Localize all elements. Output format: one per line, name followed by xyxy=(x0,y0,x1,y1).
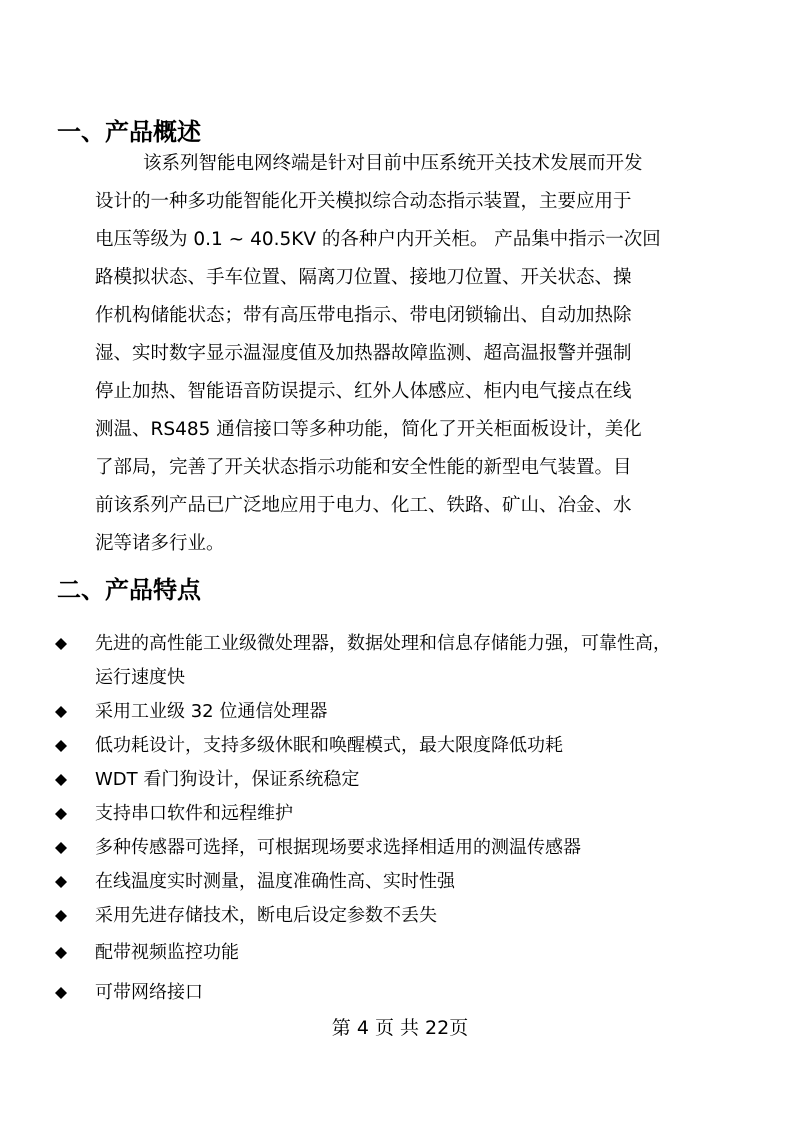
paragraph-line: 停止加热、智能语音防误提示、红外人体感应、柜内电气接点在线 xyxy=(95,381,632,402)
list-item-text: 低功耗设计，支持多级休眠和唤醒模式，最大限度降低功耗 xyxy=(95,735,563,756)
diamond-bullet-icon xyxy=(55,947,67,959)
list-item-text-continued: 运行速度快 xyxy=(95,667,185,688)
list-item-text: 先进的高性能工业级微处理器，数据处理和信息存储能力强，可靠性高， xyxy=(95,633,671,654)
list-item-text: 在线温度实时测量，温度准确性高、实时性强 xyxy=(95,871,455,892)
paragraph-line: 前该系列产品已广泛地应用于电力、化工、铁路、矿山、冶金、水 xyxy=(95,495,632,516)
list-item-text: 可带网络接口 xyxy=(95,982,203,1003)
diamond-bullet-icon xyxy=(55,910,67,922)
paragraph-line: 作机构储能状态；带有高压带电指示、带电闭锁输出、自动加热除 xyxy=(95,305,632,326)
diamond-bullet-icon xyxy=(55,774,67,786)
diamond-bullet-icon xyxy=(55,638,67,650)
page-number-footer: 第 4 页 共 22页 xyxy=(331,1017,469,1039)
diamond-bullet-icon xyxy=(55,987,67,999)
section-heading-overview: 一、产品概述 xyxy=(57,118,201,146)
diamond-bullet-icon xyxy=(55,706,67,718)
diamond-bullet-icon xyxy=(55,740,67,752)
list-item-text: 采用先进存储技术，断电后设定参数不丢失 xyxy=(95,905,437,926)
list-item-text: 多种传感器可选择，可根据现场要求选择相适用的测温传感器 xyxy=(95,837,581,858)
section-heading-features: 二、产品特点 xyxy=(57,576,201,604)
paragraph-line: 了部局，完善了开关状态指示功能和安全性能的新型电气装置。目 xyxy=(95,457,632,478)
paragraph-line: 该系列智能电网终端是针对目前中压系统开关技术发展而开发 xyxy=(143,153,643,174)
diamond-bullet-icon xyxy=(55,876,67,888)
paragraph-line: 路模拟状态、手车位置、隔离刀位置、接地刀位置、开关状态、操 xyxy=(95,267,632,288)
diamond-bullet-icon xyxy=(55,808,67,820)
list-item-text: WDT 看门狗设计，保证系统稳定 xyxy=(95,769,360,790)
overview-paragraph xyxy=(95,145,695,563)
paragraph-line: 湿、实时数字显示温湿度值及加热器故障监测、超高温报警并强制 xyxy=(95,343,632,364)
diamond-bullet-icon xyxy=(55,842,67,854)
list-item-text: 配带视频监控功能 xyxy=(95,942,239,963)
paragraph-line: 测温、RS485 通信接口等多种功能，简化了开关柜面板设计，美化 xyxy=(95,419,642,440)
paragraph-line: 设计的一种多功能智能化开关模拟综合动态指示装置，主要应用于 xyxy=(95,191,632,212)
paragraph-line: 泥等诸多行业。 xyxy=(95,533,225,554)
paragraph-line: 电压等级为 0.1 ~ 40.5KV 的各种户内开关柜。 产品集中指示一次回 xyxy=(95,229,661,250)
list-item-text: 支持串口软件和远程维护 xyxy=(95,803,293,824)
list-item-text: 采用工业级 32 位通信处理器 xyxy=(95,701,328,722)
